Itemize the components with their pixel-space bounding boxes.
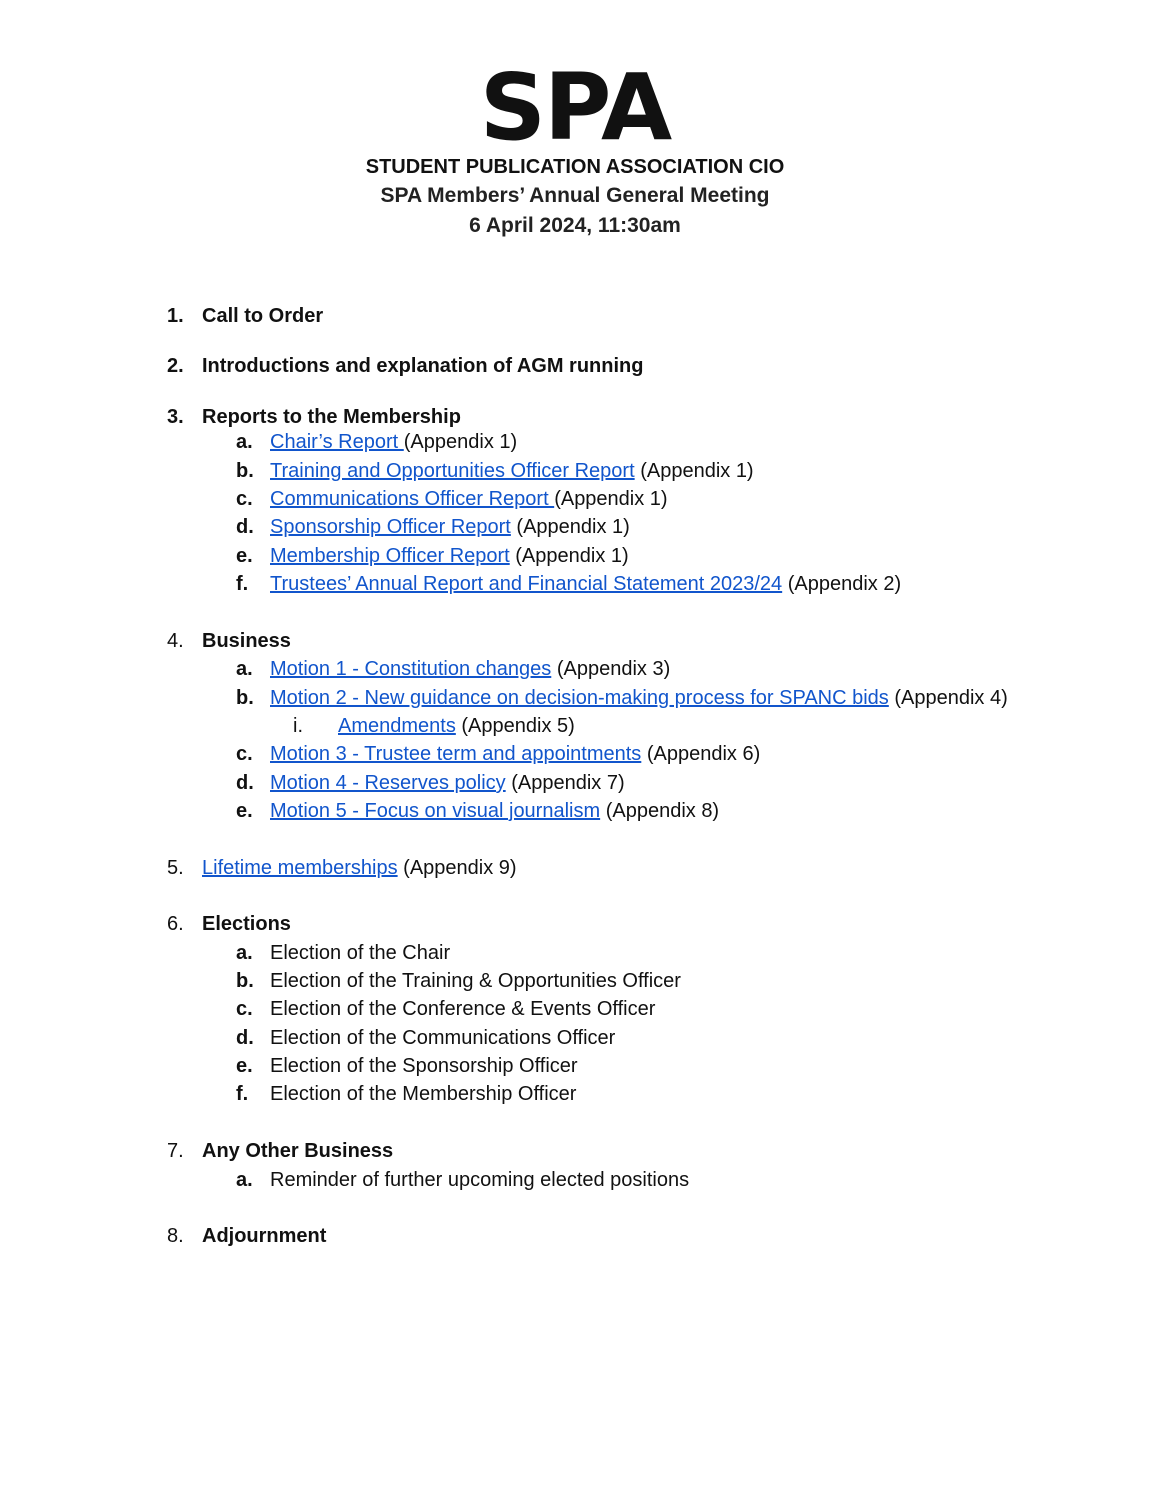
agenda-item-title: Introductions and explanation of AGM running	[202, 355, 644, 377]
motion-4-link[interactable]: Motion 4 - Reserves policy	[270, 772, 506, 794]
sub-item-text: Election of the Membership Officer	[270, 1083, 577, 1105]
sub-item-text: Election of the Conference & Events Officer	[270, 998, 656, 1020]
sub-item-text: Election of the Communications Officer	[270, 1027, 616, 1049]
motion-2-link[interactable]: Motion 2 - New guidance on decision-making process for SPANC bids	[270, 687, 889, 709]
appendix-ref: (Appendix 2)	[782, 573, 902, 595]
appendix-ref: (Appendix 1)	[554, 488, 668, 510]
appendix-ref: (Appendix 4)	[888, 687, 1008, 709]
agenda-item-title: Reports to the Membership	[202, 406, 461, 428]
appendix-ref: (Appendix 7)	[505, 772, 625, 794]
sub-item-label: c.	[236, 998, 253, 1020]
appendix-ref: (Appendix 3)	[551, 658, 671, 680]
appendix-ref: (Appendix 1)	[509, 545, 629, 567]
sub-item-label: f.	[236, 573, 249, 595]
agenda-item-number: 5.	[167, 857, 184, 879]
sub-item-label: d.	[236, 516, 254, 538]
lifetime-memberships-link[interactable]: Lifetime memberships	[202, 857, 398, 879]
appendix-ref: (Appendix 6)	[641, 743, 761, 765]
appendix-ref: (Appendix 1)	[510, 516, 630, 538]
agenda-item-title: Adjournment	[202, 1225, 327, 1247]
sub-item-label: e.	[236, 545, 253, 567]
sub-item-text: Reminder of further upcoming elected positions	[270, 1169, 690, 1191]
agenda-item-title: Elections	[202, 913, 291, 935]
sub-item-label: e.	[236, 800, 253, 822]
sponsorship-officer-report-link[interactable]: Sponsorship Officer Report	[270, 516, 511, 538]
training-officer-report-link[interactable]: Training and Opportunities Officer Report	[270, 460, 635, 482]
sub-item-label: b.	[236, 687, 254, 709]
sub-item-label: d.	[236, 772, 254, 794]
appendix-ref: (Appendix 5)	[455, 715, 575, 737]
appendix-ref: (Appendix 1)	[403, 431, 518, 453]
sub-item-text: Election of the Sponsorship Officer	[270, 1055, 578, 1077]
sub-item-label: a.	[236, 431, 253, 453]
sub-item-label: d.	[236, 1027, 254, 1049]
sub-item-label: a.	[236, 1169, 253, 1191]
sub-item-label: c.	[236, 488, 253, 510]
meeting-date: 6 April 2024, 11:30am	[469, 214, 681, 237]
agenda-item-title: Any Other Business	[202, 1140, 394, 1162]
agenda-item-title: Call to Order	[202, 305, 324, 327]
sub-item-label: b.	[236, 460, 254, 482]
agenda-item-number: 8.	[167, 1225, 184, 1247]
sub-item-label: a.	[236, 942, 253, 964]
appendix-ref: (Appendix 8)	[600, 800, 720, 822]
amendments-link[interactable]: Amendments	[338, 715, 456, 737]
sub-item-label: i.	[293, 715, 303, 737]
membership-officer-report-link[interactable]: Membership Officer Report	[270, 545, 510, 567]
sub-item-label: c.	[236, 743, 253, 765]
agenda-item-number: 1.	[167, 305, 184, 327]
motion-5-link[interactable]: Motion 5 - Focus on visual journalism	[270, 800, 601, 822]
sub-item-label: b.	[236, 970, 254, 992]
motion-1-link[interactable]: Motion 1 - Constitution changes	[270, 658, 552, 680]
chairs-report-link[interactable]: Chair’s Report	[270, 431, 404, 453]
sub-item-text: Election of the Chair	[270, 942, 451, 964]
agenda-item-number: 4.	[167, 630, 184, 652]
communications-officer-report-link[interactable]: Communications Officer Report	[270, 488, 555, 510]
appendix-ref: (Appendix 9)	[397, 857, 517, 879]
sub-item-label: a.	[236, 658, 253, 680]
appendix-ref: (Appendix 1)	[634, 460, 754, 482]
sub-item-text: Election of the Training & Opportunities Officer	[270, 970, 681, 992]
agenda-item-number: 7.	[167, 1140, 184, 1162]
trustees-annual-report-link[interactable]: Trustees’ Annual Report and Financial Statement 2023/24	[270, 573, 783, 595]
org-name: STUDENT PUBLICATION ASSOCIATION CIO	[365, 156, 785, 178]
spa-logo: SPA	[479, 54, 671, 161]
sub-item-label: f.	[236, 1083, 249, 1105]
sub-item-label: e.	[236, 1055, 253, 1077]
motion-3-link[interactable]: Motion 3 - Trustee term and appointments	[270, 743, 642, 765]
agenda-item-number: 3.	[167, 406, 184, 428]
agenda-item-number: 6.	[167, 913, 184, 935]
agenda-item-title: Business	[202, 630, 291, 652]
agenda-item-number: 2.	[167, 355, 184, 377]
meeting-title: SPA Members’ Annual General Meeting	[380, 184, 770, 207]
